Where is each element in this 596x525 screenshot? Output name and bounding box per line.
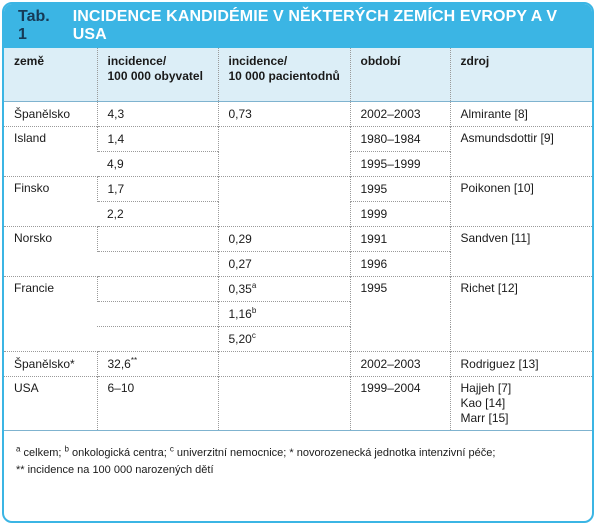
cell-source: Richet [12] <box>450 277 592 352</box>
footnote-mark: c <box>251 330 256 340</box>
header-period: období <box>350 48 450 102</box>
cell-period: 1995 <box>350 177 450 202</box>
table-row <box>4 352 592 377</box>
table-row <box>4 377 592 431</box>
cell-incidence-patient-days <box>218 377 350 431</box>
table-frame <box>2 2 594 523</box>
cell-period: 1980–1984 <box>350 127 450 152</box>
cell-source: Almirante [8] <box>450 102 592 127</box>
cell-incidence-patient-days: 0,35$^a$ <box>218 277 350 302</box>
cell-incidence-patient-days: 1,16$^b$ <box>218 302 350 327</box>
table-title-bar <box>4 4 592 48</box>
cell-country: Finsko <box>4 177 97 227</box>
table-row <box>4 177 592 202</box>
cell-incidence-population: 1,4 <box>97 127 218 152</box>
cell-incidence-population: 4,9 <box>97 152 218 177</box>
cell-country: Španělsko <box>14 106 71 121</box>
cell-incidence-population: 32,6** <box>97 352 218 377</box>
table-title: INCIDENCE KANDIDÉMIE V NĚKTERÝCH ZEMÍCH EVROPY A V USA <box>72 8 558 43</box>
cell-incidence-patient-days <box>218 352 350 377</box>
header-incidence-patient-days: incidence/ 10 000 pacientodnů <box>218 48 350 102</box>
header-row <box>4 48 592 102</box>
cell-incidence-patient-days: 5,20$^c$ <box>218 327 350 352</box>
header-source: zdroj <box>450 48 592 102</box>
cell-country: Norsko <box>4 227 97 277</box>
cell-incidence-population <box>97 227 218 252</box>
cell-country: Španělsko* <box>4 352 97 377</box>
cell-incidence-population: 2,2 <box>97 202 218 227</box>
cell-incidence-patient-days: 0,27 <box>218 252 350 277</box>
table-row <box>4 127 592 152</box>
cell-incidence-population: 6–10 <box>97 377 218 431</box>
table-number: Tab. 1 <box>18 8 50 43</box>
cell-period: 1995–1999 <box>350 152 450 177</box>
cell-period: 1995 <box>350 277 450 352</box>
header-incidence-population: incidence/ 100 000 obyvatel <box>97 48 218 102</box>
table-row <box>4 277 592 302</box>
cell-incidence-population <box>97 252 218 277</box>
cell-source: Hajjeh [7] Kao [14] Marr [15] <box>450 377 592 431</box>
cell-period: 1999 <box>350 202 450 227</box>
table-row <box>4 227 592 252</box>
cell-incidence-patient-days: 0,73 <box>218 102 350 127</box>
cell-incidence-patient-days <box>218 127 350 177</box>
cell-period: 1991 <box>350 227 450 252</box>
footnote-mark: a <box>251 280 257 290</box>
header-country: země <box>4 48 97 102</box>
cell-source: Asmundsdottir [9] <box>450 127 592 177</box>
cell-incidence-patient-days <box>218 177 350 227</box>
cell-incidence-population: 1,7 <box>97 177 218 202</box>
cell-incidence-population <box>97 327 218 352</box>
footnote-line: ** incidence na 100 000 narozených dětí <box>16 464 214 476</box>
cell-incidence-patient-days: 0,29 <box>218 227 350 252</box>
footnote-mark: ** <box>130 355 138 365</box>
footnote-line: $^a$ celkem; $^b$ onkologická centra; $^c$ univerzitní nemocnice; * novorozenecká jednotka intenzivní péče; <box>16 444 496 459</box>
cell-period: 2002–2003 <box>350 102 450 127</box>
cell-incidence-population <box>97 277 218 302</box>
cell-period: 1996 <box>350 252 450 277</box>
incidence-table <box>4 48 592 430</box>
cell-source: Rodriguez [13] <box>450 352 592 377</box>
cell-incidence-population <box>97 302 218 327</box>
cell-country: USA <box>4 377 97 431</box>
cell-source: Poikonen [10] <box>450 177 592 227</box>
table-footnotes <box>4 430 592 479</box>
cell-period: 1999–2004 <box>350 377 450 431</box>
table-row <box>4 102 592 127</box>
cell-incidence-population: 4,3 <box>97 102 218 127</box>
cell-country: Francie <box>4 277 97 352</box>
cell-country: Island <box>4 127 97 177</box>
footnote-mark: b <box>251 305 257 315</box>
cell-period: 2002–2003 <box>350 352 450 377</box>
cell-source: Sandven [11] <box>450 227 592 277</box>
